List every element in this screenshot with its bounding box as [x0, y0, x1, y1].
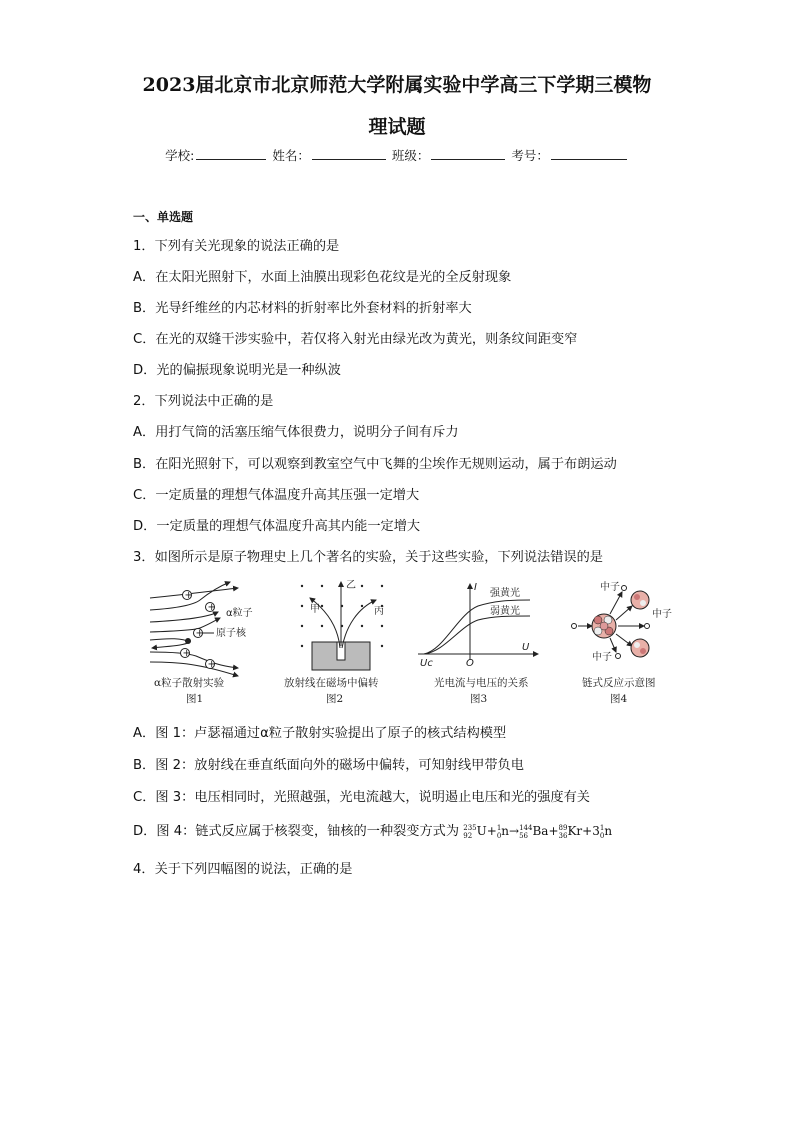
name-label: 姓名： — [272, 148, 310, 163]
q3-option-d — [133, 820, 612, 840]
fig1-caption: α粒子散射实验 — [154, 677, 225, 689]
svg-text:+: + — [184, 590, 193, 601]
q1-option-b: B．光导纤维丝的内芯材料的折射率比外套材料的折射率大 — [133, 301, 472, 316]
svg-text:+: + — [182, 648, 191, 659]
svg-text:+: + — [207, 602, 216, 613]
q1-stem: 1．下列有关光现象的说法正确的是 — [133, 239, 340, 254]
svg-text:+: + — [195, 628, 204, 639]
alpha-label: α粒子 — [226, 608, 253, 619]
weak-light-label: 弱黄光 — [490, 606, 520, 617]
q3-option-c: C．图 3：电压相同时，光照越强，光电流越大，说明遏止电压和光的强度有关 — [133, 790, 590, 805]
title-line-2: 理试题 — [368, 116, 426, 138]
kr-z: 36 — [558, 831, 568, 840]
weak-light-curve — [424, 616, 530, 654]
exam-no-blank[interactable] — [551, 147, 627, 160]
q1-option-c: C．在光的双缝干涉实验中，若仅将入射光由绿光改为黄光，则条纹间距变窄 — [133, 332, 578, 347]
fig2-number: 图2 — [326, 693, 344, 705]
fig4-caption: 链式反应示意图 — [582, 677, 656, 689]
svg-text:+: + — [207, 659, 216, 670]
q2-option-d: D．一定质量的理想气体温度升高其内能一定增大 — [133, 519, 421, 534]
fragment-bottom — [631, 639, 649, 657]
class-blank[interactable] — [431, 147, 505, 160]
q3-figures — [140, 576, 680, 708]
u-mass: 235 — [463, 823, 477, 832]
n-out-z: 0 — [599, 831, 605, 840]
uranium-nucleus — [592, 614, 616, 638]
fig1-number: 图1 — [186, 693, 204, 705]
kr-symbol: Kr — [567, 824, 583, 838]
n-out-symbol: n — [604, 824, 613, 838]
q3-option-a: A．图 1：卢瑟福通过α粒子散射实验提出了原子的核式结构模型 — [133, 726, 507, 741]
student-info-row — [0, 146, 794, 164]
figure-4-chain-reaction — [572, 580, 673, 705]
kr-mass: 89 — [558, 823, 568, 832]
ray-jia: 甲 — [310, 604, 320, 615]
fission-equation: 235 92 U+ 1 0 n→ 144 56 Ba+ 89 36 Kr+3 1 0 n — [463, 823, 613, 840]
q4-stem: 4．关于下列四幅图的说法，正确的是 — [133, 862, 353, 877]
figure-2-radiation — [284, 579, 384, 705]
q1-option-a: A．在太阳光照射下，水面上油膜出现彩色花纹是光的全反射现象 — [133, 270, 512, 285]
fig3-origin: O — [466, 658, 474, 669]
nucleus-label: 原子核 — [216, 628, 246, 639]
q2-option-b: B．在阳光照射下，可以观察到教室空气中飞舞的尘埃作无规则运动，属于布朗运动 — [133, 457, 617, 472]
figure-3-photocurrent — [418, 582, 538, 705]
class-label: 班级： — [391, 148, 430, 163]
fig3-number: 图3 — [470, 693, 488, 705]
section-heading: 一、单选题 — [133, 210, 194, 224]
u-z: 92 — [463, 831, 473, 840]
figure-1-scattering — [150, 582, 253, 705]
exam-no-label: 考号： — [511, 148, 549, 163]
fragment-top — [631, 591, 649, 609]
neutron-label-right: 中子 — [652, 609, 672, 620]
title-line-1: 2023届北京市北京师范大学附属实验中学高三下学期三模物 — [142, 74, 652, 96]
q1-option-d: D．光的偏振现象说明光是一种纵波 — [133, 363, 341, 378]
q2-option-a: A．用打气筒的活塞压缩气体很费力，说明分子间有斥力 — [133, 425, 459, 440]
u-symbol: U — [476, 824, 487, 838]
q3-option-d-text: D．图 4：链式反应属于核裂变，铀核的一种裂变方式为 — [133, 824, 460, 839]
ba-z: 56 — [519, 831, 529, 840]
fig3-uc: Uc — [420, 658, 433, 669]
ba-mass: 144 — [519, 823, 533, 832]
nucleus-dot — [185, 638, 191, 644]
n-in-mass: 1 — [496, 823, 502, 832]
fig2-caption: 放射线在磁场中偏转 — [284, 677, 379, 689]
fig3-y-label: I — [474, 582, 477, 593]
neutron-label-top: 中子 — [600, 582, 620, 593]
fig3-x-label: U — [522, 642, 530, 653]
q2-option-c: C．一定质量的理想气体温度升高其压强一定增大 — [133, 488, 420, 503]
ba-symbol: Ba — [532, 824, 549, 838]
fig3-caption: 光电流与电压的关系 — [434, 677, 529, 689]
school-blank[interactable] — [196, 147, 266, 160]
q2-stem: 2．下列说法中正确的是 — [133, 394, 274, 409]
n-out-mass: 1 — [599, 823, 605, 832]
q3-stem: 3．如图所示是原子物理史上几个著名的实验，关于这些实验，下列说法错误的是 — [133, 550, 603, 565]
q3-option-b: B．图 2：放射线在垂直纸面向外的磁场中偏转，可知射线甲带负电 — [133, 758, 524, 773]
neutron-label-bottom: 中子 — [592, 652, 612, 663]
fig4-number: 图4 — [610, 693, 628, 705]
n-out-coef: 3 — [592, 824, 600, 838]
ray-bing: 丙 — [374, 606, 384, 617]
strong-light-label: 强黄光 — [490, 588, 520, 599]
n-in-z: 0 — [496, 831, 502, 840]
ray-yi: 乙 — [346, 580, 356, 591]
name-blank[interactable] — [312, 147, 386, 160]
school-label: 学校: — [165, 148, 195, 163]
n-in-symbol: n — [501, 824, 510, 838]
